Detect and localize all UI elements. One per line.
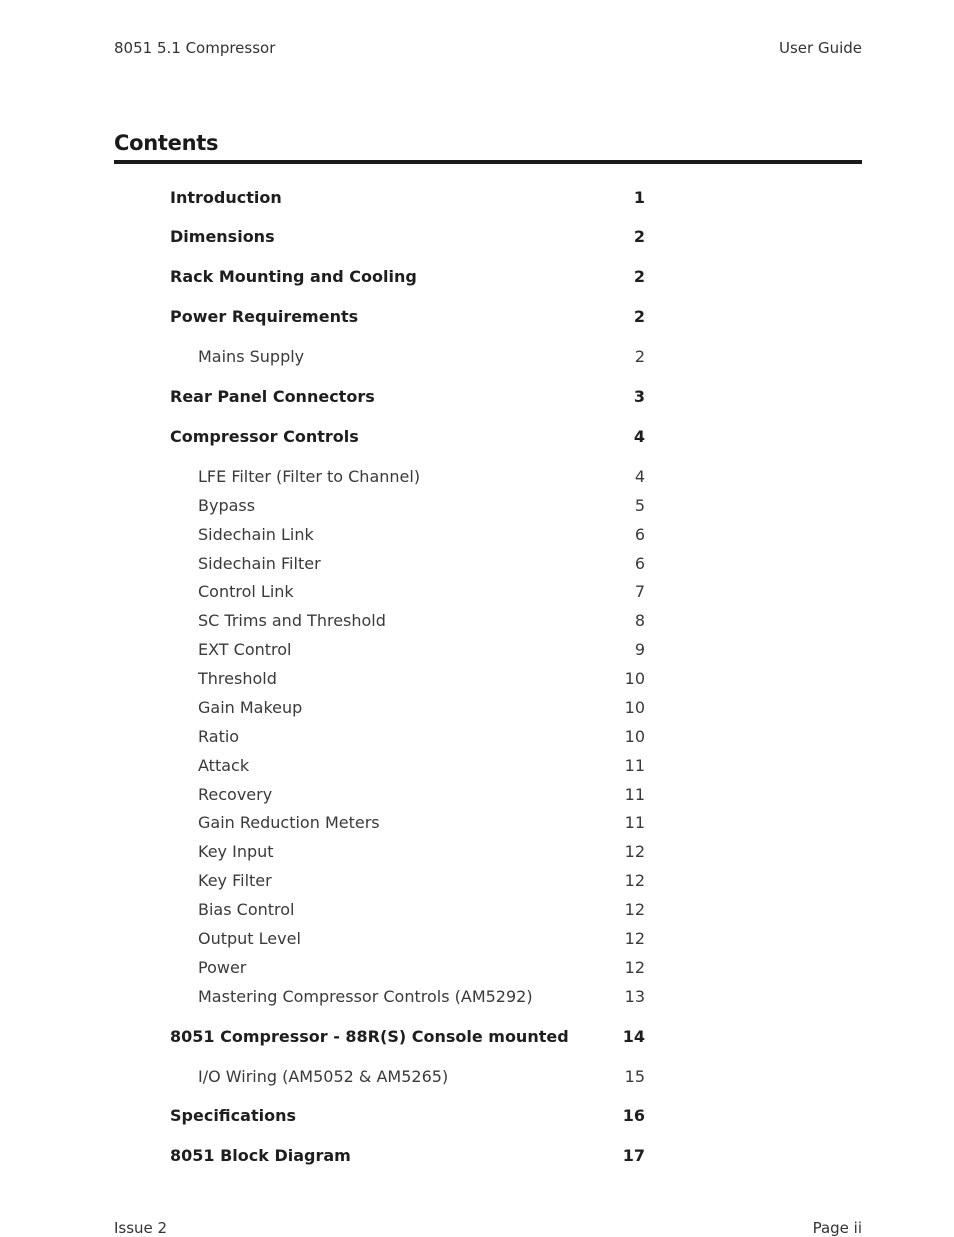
toc-entry-label: 8051 Compressor - 88R(S) Console mounted — [170, 1027, 569, 1046]
toc-entry[interactable] — [170, 554, 645, 573]
toc-entry[interactable] — [170, 1106, 645, 1125]
toc-entry-label: Specifications — [170, 1106, 296, 1125]
toc-entry-page: 6 — [634, 554, 645, 573]
toc-entry[interactable] — [170, 525, 645, 544]
toc-entry-label: Dimensions — [170, 227, 275, 246]
toc-entry-label: Rack Mounting and Cooling — [170, 267, 417, 286]
toc-entry[interactable] — [170, 188, 645, 207]
toc-entry-label: Threshold — [198, 669, 277, 688]
toc-entry-page: 16 — [622, 1106, 645, 1125]
toc-entry-page: 6 — [634, 525, 645, 544]
toc-entry-page: 2 — [633, 227, 645, 246]
toc-entry[interactable] — [170, 929, 645, 948]
toc-entry-page: 5 — [634, 496, 645, 515]
toc-entry-label: Introduction — [170, 188, 282, 207]
toc-entry[interactable] — [170, 1067, 645, 1086]
toc-entry[interactable] — [170, 227, 645, 246]
toc-entry-label: Bypass — [198, 496, 256, 515]
toc-entry-page: 15 — [624, 1067, 645, 1086]
toc-entry-label: SC Trims and Threshold — [198, 611, 386, 630]
toc-entry-page: 12 — [624, 958, 645, 977]
toc-entry[interactable] — [170, 1027, 645, 1046]
toc-entry-page: 3 — [633, 387, 645, 406]
toc-entry-label: Mains Supply — [198, 347, 305, 366]
toc-entry-page: 12 — [624, 929, 645, 948]
toc-entry-page: 10 — [624, 727, 645, 746]
toc-entry[interactable] — [170, 496, 645, 515]
toc-entry-label: Gain Makeup — [198, 698, 303, 717]
toc-entry-label: Control Link — [198, 582, 294, 601]
toc-entry-label: Attack — [198, 756, 250, 775]
toc-entry-label: Gain Reduction Meters — [198, 813, 380, 832]
toc-entry-label: Mastering Compressor Controls (AM5292) — [198, 987, 533, 1006]
toc-entry-page: 10 — [624, 698, 645, 717]
toc-entry[interactable] — [170, 669, 645, 688]
toc-entry-page: 2 — [633, 307, 645, 326]
toc-entry-page: 13 — [624, 987, 645, 1006]
page-title: Contents — [114, 131, 219, 155]
toc-entry[interactable] — [170, 427, 645, 446]
toc-entry-page: 12 — [624, 842, 645, 861]
toc-entry-label: Bias Control — [198, 900, 295, 919]
toc-entry[interactable] — [170, 347, 645, 366]
toc-entry-page: 8 — [634, 611, 645, 630]
toc-entry-label: Ratio — [198, 727, 240, 746]
toc-entry[interactable] — [170, 958, 645, 977]
header-document-type: User Guide — [778, 39, 862, 57]
toc-entry-page: 11 — [624, 813, 645, 832]
toc-entry[interactable] — [170, 387, 645, 406]
toc-entry-label: Output Level — [198, 929, 301, 948]
toc-entry-page: 1 — [633, 188, 645, 207]
toc-entry-page: 4 — [634, 467, 645, 486]
toc-entry-label: Key Input — [198, 842, 274, 861]
toc-entry-label: Sidechain Filter — [198, 554, 321, 573]
toc-entry-page: 12 — [624, 900, 645, 919]
toc-entry-page: 11 — [624, 756, 645, 775]
toc-entry[interactable] — [170, 813, 645, 832]
toc-entry-page: 4 — [633, 427, 645, 446]
toc-entry[interactable] — [170, 1146, 645, 1165]
toc-entry-label: LFE Filter (Filter to Channel) — [198, 467, 421, 486]
toc-entry[interactable] — [170, 582, 645, 601]
toc-entry-label: Power Requirements — [170, 307, 359, 326]
toc-entry-page: 9 — [634, 640, 645, 659]
toc-entry-page: 12 — [624, 871, 645, 890]
toc-entry[interactable] — [170, 307, 645, 326]
toc-entry-label: EXT Control — [198, 640, 292, 659]
toc-entry[interactable] — [170, 756, 645, 775]
toc-entry[interactable] — [170, 842, 645, 861]
toc-entry-page: 2 — [633, 267, 645, 286]
toc-entry[interactable] — [170, 871, 645, 890]
toc-entry-page: 11 — [624, 785, 645, 804]
toc-entry-label: Power — [198, 958, 247, 977]
toc-entry-page: 17 — [622, 1146, 645, 1165]
toc-entry[interactable] — [170, 611, 645, 630]
toc-entry[interactable] — [170, 267, 645, 286]
toc-entry-label: Rear Panel Connectors — [170, 387, 375, 406]
toc-entry-page: 10 — [624, 669, 645, 688]
toc-entry-label: 8051 Block Diagram — [170, 1146, 351, 1165]
toc-entry[interactable] — [170, 785, 645, 804]
toc-entry-page: 14 — [622, 1027, 645, 1046]
title-rule — [114, 160, 862, 164]
toc-entry-page: 7 — [634, 582, 645, 601]
toc-entry-label: Compressor Controls — [170, 427, 359, 446]
toc-entry-label: I/O Wiring (AM5052 & AM5265) — [198, 1067, 449, 1086]
toc-entry[interactable] — [170, 987, 645, 1006]
toc-entry-label: Key Filter — [198, 871, 272, 890]
footer-page-number: Page ii — [812, 1219, 862, 1237]
toc-entry[interactable] — [170, 698, 645, 717]
toc-entry-page: 2 — [634, 347, 645, 366]
toc-entry[interactable] — [170, 900, 645, 919]
footer-issue: Issue 2 — [114, 1219, 168, 1237]
header-product-name: 8051 5.1 Compressor — [114, 39, 276, 57]
toc-entry[interactable] — [170, 727, 645, 746]
toc-entry-label: Recovery — [198, 785, 273, 804]
toc-entry[interactable] — [170, 640, 645, 659]
toc-entry-label: Sidechain Link — [198, 525, 314, 544]
toc-entry[interactable] — [170, 467, 645, 486]
